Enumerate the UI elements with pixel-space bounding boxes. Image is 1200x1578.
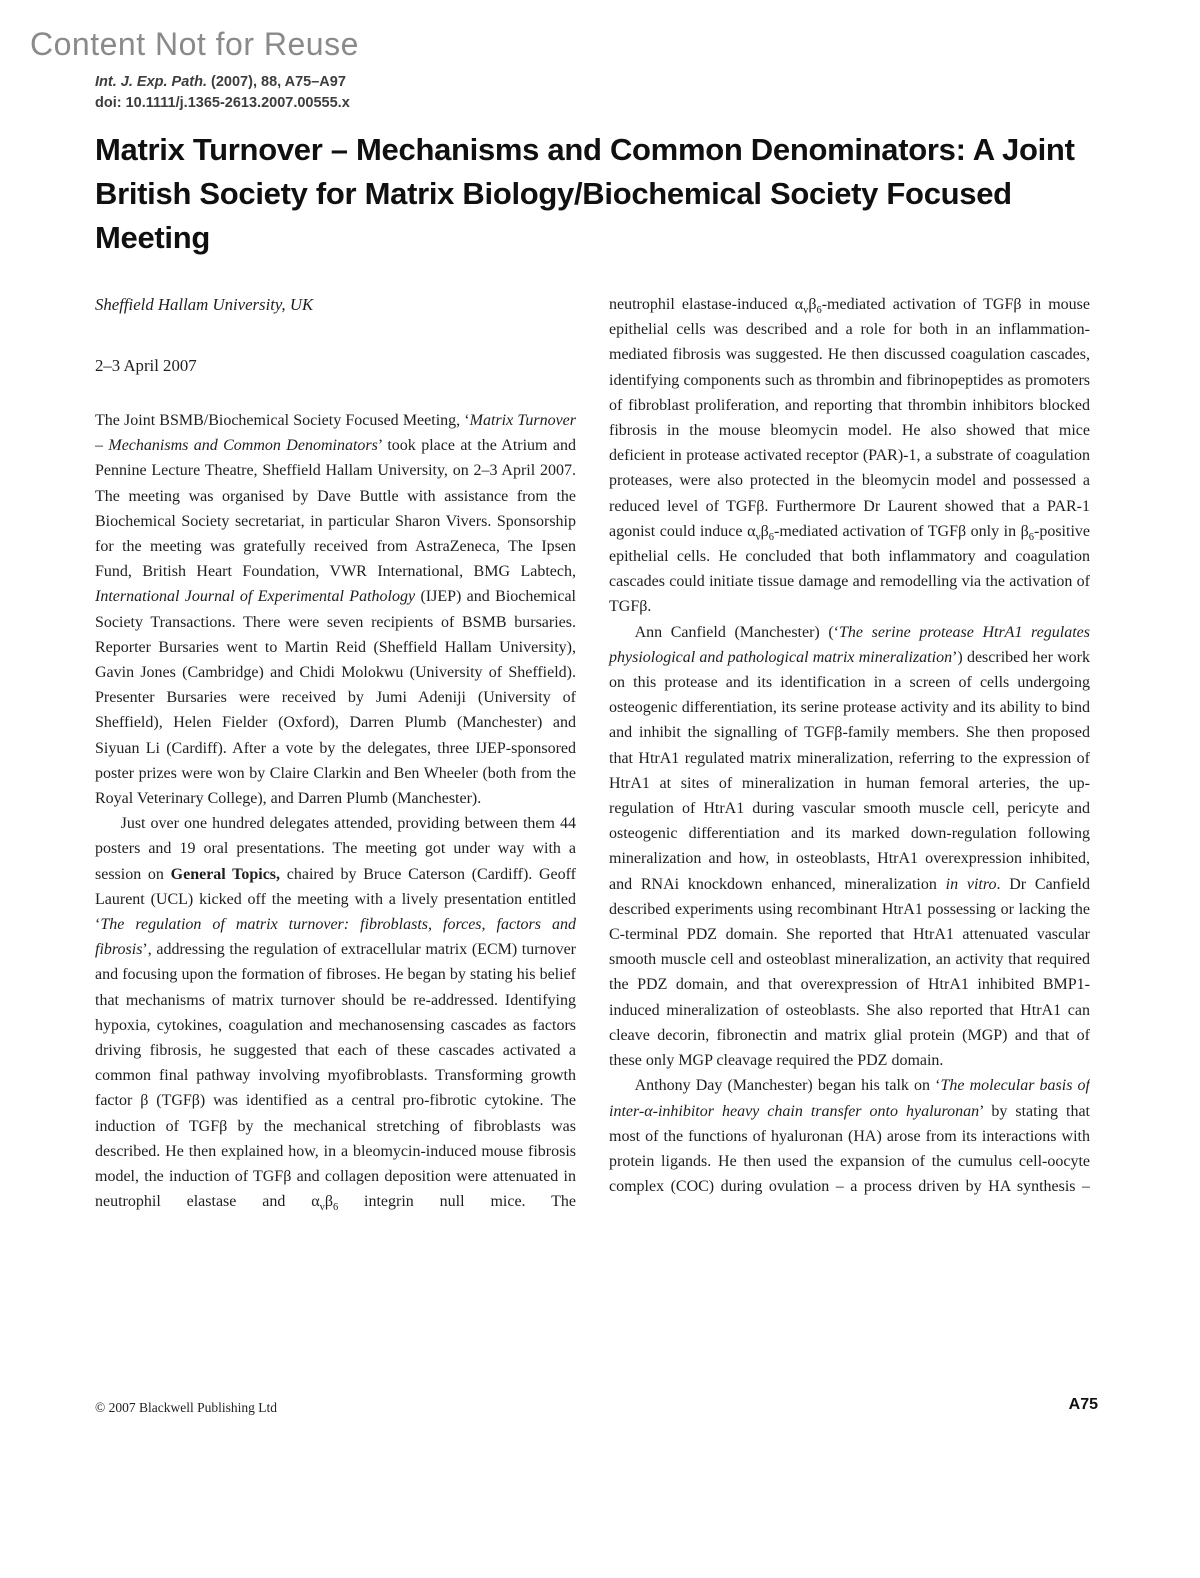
text-run: v (319, 1202, 325, 1214)
text-run: Anthony Day (Manchester) began his talk on ‘ (634, 1077, 941, 1095)
text-run: ’ by stating that most of the functions of hyaluronan (HA) arose from its interactions with protein ligands. He then used the expansion of the cumulus cell-oocyte complex (COC) during ovulation – a process driven by HA synthesis – (609, 1102, 1090, 1196)
text-run: chaired by Bruce Caterson (Cardiff). Geoff Laurent (UCL) kicked off the meeting with a lively presentation entitled ‘ (95, 865, 576, 934)
text-run: in vitro (945, 875, 997, 893)
text-run: (IJEP) and Biochemical Society Transactions. There were seven recipients of BSMB bursaries. Reporter Bursaries went to Martin Reid (Sheffield Hallam University), Gavin Jones (Cambridge) and Chidi Molokwu (University of Sheffield). Presenter Bursaries were received by Jumi Adeniji (University of Sheffield), Helen Fielder (Oxford), Darren Plumb (Manchester) and Siyuan Li (Cardiff). After a vote by the delegates, three IJEP-sponsored poster prizes were won by Claire Clarkin and Ben Wheeler (both from the Royal Veterinary College), and Darren Plumb (Manchester). (95, 588, 577, 808)
left-column (95, 292, 576, 1388)
text-run: 6 (816, 305, 822, 317)
text-run: v (803, 305, 809, 317)
paragraph (609, 292, 1090, 620)
text-run: The regulation of matrix turnover: fibroblasts, forces, factors and fibrosis (95, 916, 576, 959)
paragraph (609, 1073, 1090, 1199)
article-body (95, 292, 1090, 1388)
text-run: ’, addressing the regulation of extracellular matrix (ECM) turnover and focusing upon the formation of fibroses. He began by stating his belief that mechanisms of matrix turnover should be re-addressed. Identifying hypoxia, cytokines, coagulation and mechanosensing cascades as factors driving fibrosis, he suggested that each of these cascades activated a common final pathway involving myofibroblasts. Transforming growth factor β (TGFβ) was identified as a central pro-fibrotic cytokine. The induction of TGFβ by the mechanical stretching of fibroblasts was described. He then explained how, in a bleomycin-induced mouse fibrosis model, the induction of TGFβ and collagen deposition were attenuated in neutrophil elastase and α (95, 941, 576, 1211)
text-run: . Dr Canfield described experiments using recombinant HtrA1 possessing or lacking the C-terminal PDZ domain. She reported that HtrA1 attenuated vascular smooth muscle cell and osteoblast mineralization, an activity that required the PDZ domain, and that overexpression of HtrA1 inhibited BMP1-induced mineralization of osteoblasts. She also reported that HtrA1 can cleave decorin, fibronectin and matrix glial protein (MGP) and that of these only MGP cleavage required the PDZ domain. (609, 875, 1090, 1070)
text-run: The molecular basis of inter-α-inhibitor heavy chain transfer onto hyaluronan (609, 1077, 1090, 1120)
text-run: -mediated activation of TGFβ in mouse epithelial cells was described and a role for both in an inflammation-mediated fibrosis was suggested. He then discussed coagulation cascades, identifying components such as thrombin and fibrinopeptides as promoters of fibroblast proliferation, and reporting that thrombin inhibitors blocked fibrosis in the mouse bleomycin model. He also showed that mice deficient in protease activated receptor (PAR)-1, a substrate of coagulation proteases, were also protected in the bleomycin model and possessed a reduced level of TGFβ. Furthermore Dr Laurent showed that a PAR-1 agonist could induce α (609, 296, 1090, 540)
text-run: ’ took place at the Atrium and Pennine Lecture Theatre, Sheffield Hallam University, on 2–3 April 2007. The meeting was organised by Dave Buttle with assistance from the Biochemical Society secretariat, in particular Sharon Vivers. Sponsorship for the meeting was gratefully received from AstraZeneca, The Ipsen Fund, British Heart Foundation, VWR International, BMG Labtech, (95, 437, 576, 581)
text-run: Matrix Turnover – Mechanisms and Common Denominators (95, 412, 577, 455)
paragraph (95, 408, 576, 811)
text-run: 6 (768, 532, 774, 544)
doi-line: doi: 10.1111/j.1365-2613.2007.00555.x (95, 95, 350, 111)
text-run: v (755, 532, 761, 544)
journal-volume-pages: (2007), 88, A75–A97 (207, 74, 346, 90)
journal-citation-block (95, 72, 350, 114)
text-run: Ann Canfield (Manchester) (‘ (634, 623, 840, 641)
text-run: 6 (1028, 532, 1034, 544)
affiliation: Sheffield Hallam University, UK (95, 295, 314, 314)
page-number: A75 (1068, 1396, 1098, 1413)
text-run: General Topics, (170, 865, 281, 883)
text-run: Just over one hundred delegates attended, providing between them 44 posters and 19 oral presentations. The meeting got under way with a session on (95, 815, 576, 883)
paragraph (609, 620, 1090, 1074)
text-run: β (760, 522, 769, 540)
text-run: -mediated activation of TGFβ only in β (774, 522, 1029, 540)
journal-name: Int. J. Exp. Path. (95, 74, 207, 90)
journal-citation (95, 72, 350, 93)
text-run: The Joint BSMB/Biochemical Society Focused Meeting, ‘ (95, 412, 470, 429)
left-column-paragraphs (95, 408, 576, 1215)
text-run: integrin null mice. The (338, 1193, 576, 1211)
text-run: -positive epithelial cells. He concluded that both inflammatory and coagulation cascades could initiate tissue damage and remodelling via the activation of TGFβ. (609, 522, 1090, 616)
text-run: 6 (332, 1202, 339, 1214)
right-column-paragraphs (609, 292, 1090, 1199)
text-run: β (324, 1193, 333, 1211)
text-run: International Journal of Experimental Pathology (95, 588, 416, 606)
meeting-date: 2–3 April 2007 (95, 356, 197, 375)
paragraph (95, 811, 576, 1214)
text-run: β (808, 296, 817, 313)
article-title: Matrix Turnover – Mechanisms and Common Denominators: A Joint British Society for Matrix Biology/Biochemical Society Focused Meeting (95, 132, 1075, 255)
text-run: neutrophil elastase-induced α (609, 296, 804, 313)
footer-copyright: © 2007 Blackwell Publishing Ltd (95, 1400, 277, 1415)
right-column (609, 292, 1090, 1388)
text-run: The serine protease HtrA1 regulates physiological and pathological matrix mineralization (609, 623, 1090, 666)
text-run: ’) described her work on this protease and its identification in a screen of cells undergoing osteogenic differentiation, its serine protease activity and its ability to bind and inhibit the signalling of TGFβ-family members. She then proposed that HtrA1 regulated matrix mineralization, referring to the expression of HtrA1 at sites of mineralization in human femoral arteries, the up-regulation of HtrA1 during vascular smooth muscle cell, pericyte and osteogenic differentiation and its marked down-regulation following mineralization and how, in osteoblasts, HtrA1 overexpression inhibited, and RNAi knockdown enhanced, mineralization (609, 648, 1090, 893)
watermark-text: Content Not for Reuse (30, 26, 359, 62)
